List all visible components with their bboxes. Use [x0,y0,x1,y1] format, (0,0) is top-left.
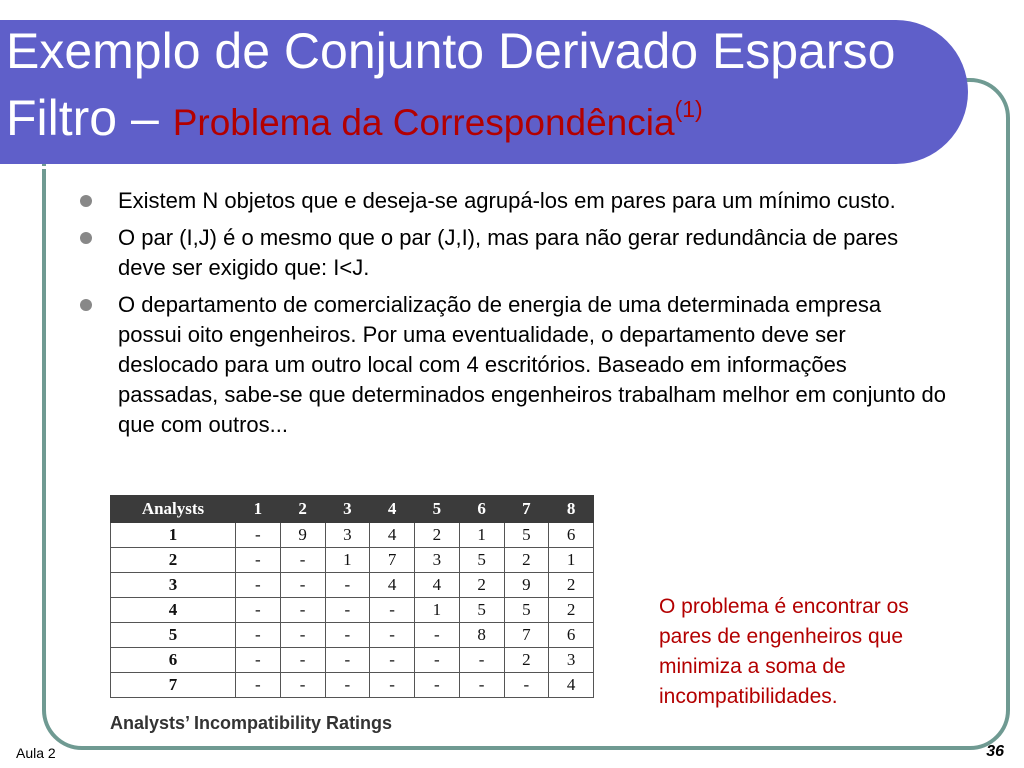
table-cell: - [415,623,460,648]
table-cell: - [236,648,281,673]
table-row [111,673,594,698]
title-subtitle [172,96,703,143]
table-row [111,573,594,598]
table-cell: - [325,648,370,673]
table-cell: - [236,598,281,623]
table-cell: - [325,673,370,698]
bullet-item [80,223,950,283]
table-cell: - [280,598,325,623]
table-cell: - [325,623,370,648]
bullet-text: O par (I,J) é o mesmo que o par (J,I), mas para não gerar redundância de pares deve ser exigido que: I<J. [118,225,899,280]
row-header: 3 [111,573,236,598]
slide-title [6,22,966,152]
table-cell: 1 [415,598,460,623]
table-cell: 5 [504,598,549,623]
header-col: 2 [280,496,325,523]
bullet-dot-icon [80,299,92,311]
table-cell: 1 [325,548,370,573]
table-cell: 9 [280,523,325,548]
table-cell: - [415,648,460,673]
row-header: 7 [111,673,236,698]
row-header: 6 [111,648,236,673]
table-cell: 3 [549,648,594,673]
bullet-dot-icon [80,195,92,207]
bullet-text: O departamento de comercialização de energia de uma determinada empresa possui oito engenheiros. Por uma eventualidade, o departamento deve ser deslocado para um outro local com 4 escritórios. Baseado em informações passadas, sabe-se que determinados engenheiros trabalham melhor em conjunto do que com outros... [118,292,946,437]
table-cell: 9 [504,573,549,598]
bullet-list [80,186,950,447]
header-col: 3 [325,496,370,523]
table-cell: - [370,648,415,673]
bullet-item [80,290,950,440]
table-cell: - [459,673,504,698]
table-cell: 2 [415,523,460,548]
table-cell: - [325,573,370,598]
table-row [111,623,594,648]
header-col: 4 [370,496,415,523]
table-row [111,648,594,673]
table-cell: 4 [370,573,415,598]
table-cell: - [280,548,325,573]
ratings-table-container [110,495,594,698]
table-cell: 6 [549,523,594,548]
header-analysts: Analysts [111,496,236,523]
title-underline [0,166,940,169]
incompatibility-ratings-table [110,495,594,698]
bullet-dot-icon [80,232,92,244]
title-line-1: Exemplo de Conjunto Derivado Esparso [6,23,896,79]
table-cell: 5 [459,548,504,573]
table-row [111,598,594,623]
row-header: 5 [111,623,236,648]
table-cell: 3 [415,548,460,573]
problem-note: O problema é encontrar os pares de engenheiros que minimiza a soma de incompatibilidades. [659,595,909,708]
table-cell: - [280,573,325,598]
table-cell: - [459,648,504,673]
table-header-row [111,496,594,523]
table-cell: 1 [549,548,594,573]
row-header: 4 [111,598,236,623]
table-cell: 8 [459,623,504,648]
table-cell: 7 [370,548,415,573]
table-cell: - [504,673,549,698]
table-caption: Analysts’ Incompatibility Ratings [110,713,393,733]
header-col: 7 [504,496,549,523]
header-col: 5 [415,496,460,523]
bullet-item [80,186,950,216]
table-cell: 4 [549,673,594,698]
title-superscript: (1) [674,96,703,122]
table-cell: 2 [504,548,549,573]
header-col: 6 [459,496,504,523]
table-cell: 2 [459,573,504,598]
bullet-text: Existem N objetos que e deseja-se agrupá-los em pares para um mínimo custo. [118,188,896,213]
table-cell: - [236,673,281,698]
table-cell: - [415,673,460,698]
table-cell: - [280,623,325,648]
title-subtitle-text: Problema da Correspondência [172,102,675,143]
table-cell: - [280,673,325,698]
table-cell: 5 [459,598,504,623]
table-cell: - [236,548,281,573]
table-cell: - [370,598,415,623]
table-cell: 2 [504,648,549,673]
row-header: 2 [111,548,236,573]
table-cell: 2 [549,573,594,598]
table-cell: 2 [549,598,594,623]
page-number: 36 [986,743,1004,760]
table-cell: 7 [504,623,549,648]
table-cell: - [370,673,415,698]
footer-course-label: Aula 2 [16,745,56,761]
header-col: 1 [236,496,281,523]
table-cell: - [236,623,281,648]
table-cell: 4 [370,523,415,548]
table-cell: 3 [325,523,370,548]
table-cell: 6 [549,623,594,648]
table-cell: 5 [504,523,549,548]
header-col: 8 [549,496,594,523]
table-row [111,548,594,573]
table-cell: - [236,523,281,548]
table-cell: - [370,623,415,648]
row-header: 1 [111,523,236,548]
title-line-2 [6,80,966,152]
table-cell: 1 [459,523,504,548]
table-cell: - [236,573,281,598]
title-main: Filtro – [6,90,173,146]
table-cell: - [325,598,370,623]
table-row [111,523,594,548]
table-cell: 4 [415,573,460,598]
table-cell: - [280,648,325,673]
